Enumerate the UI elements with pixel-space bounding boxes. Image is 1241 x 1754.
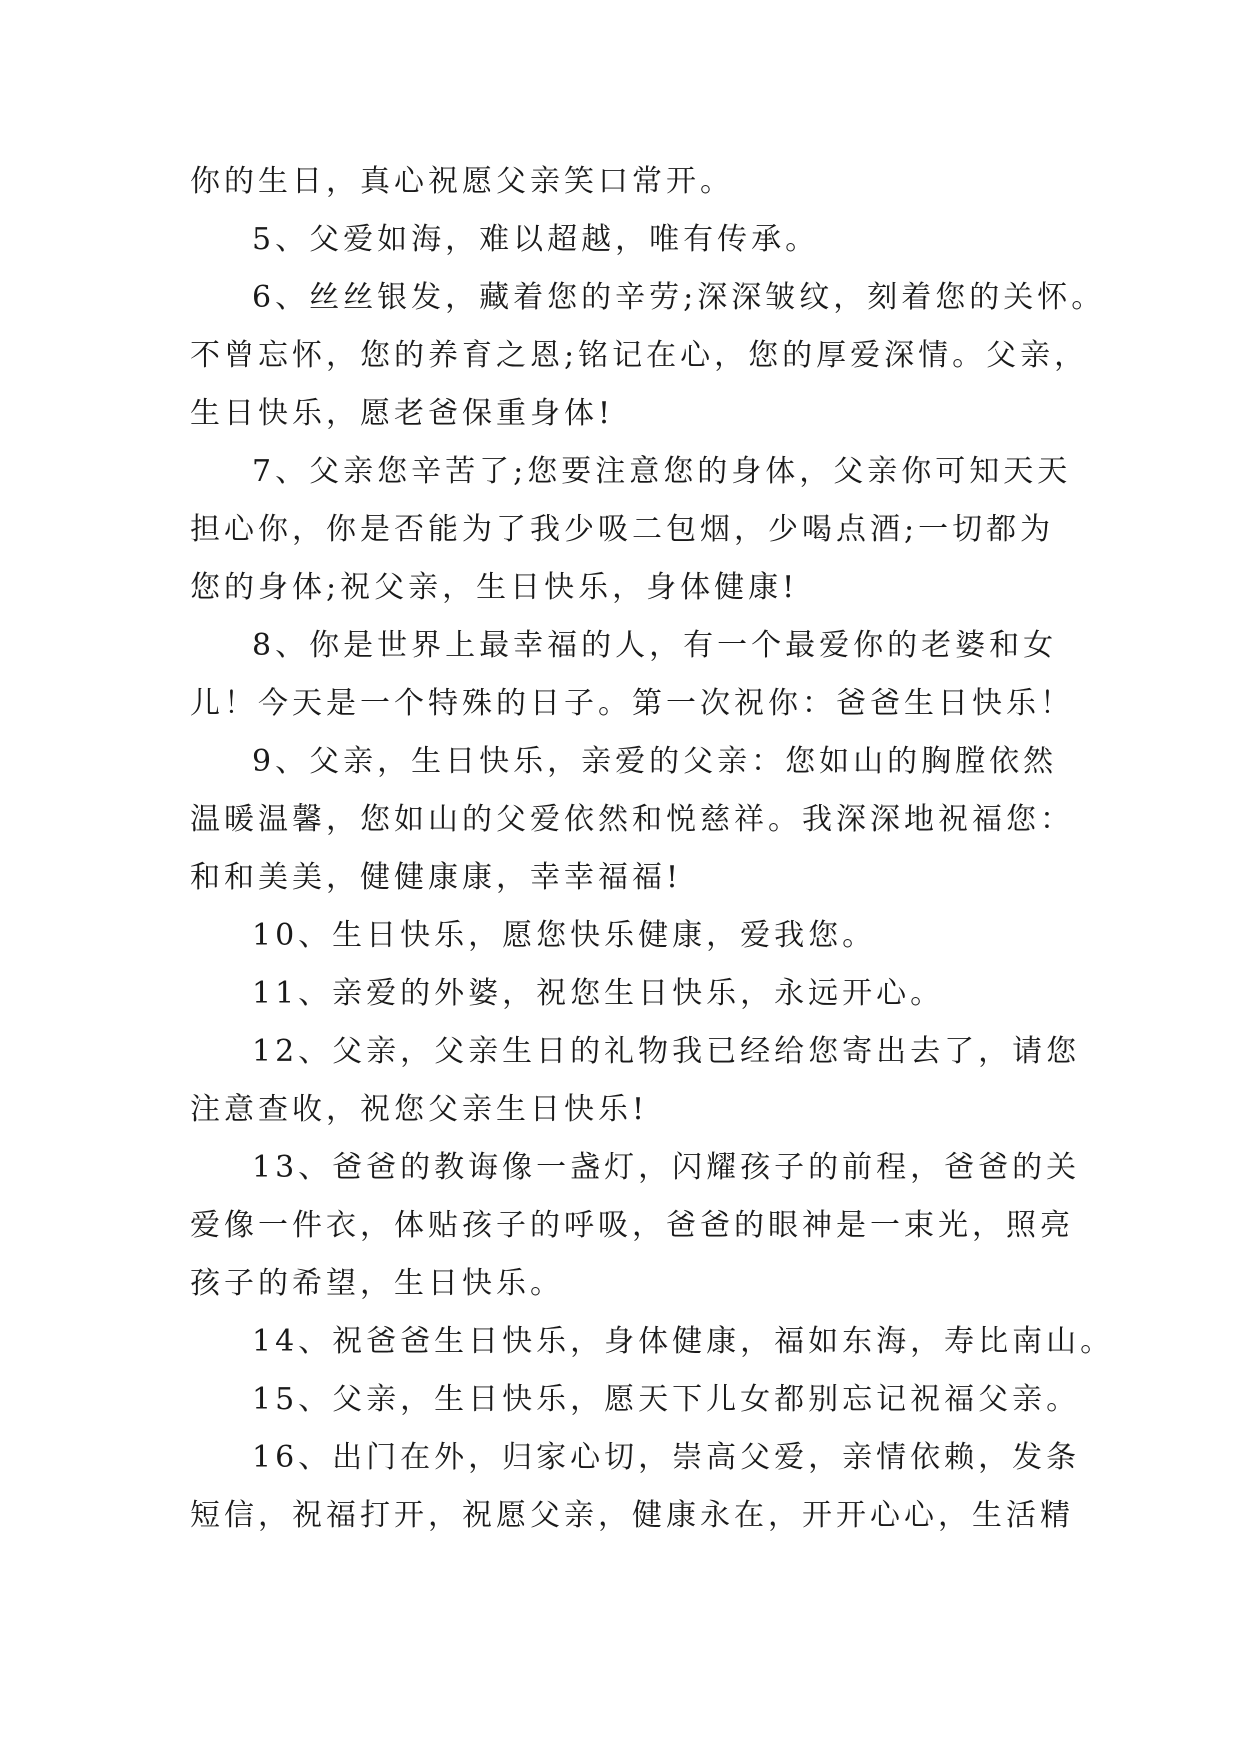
text-line: 10、生日快乐，愿您快乐健康，爱我您。 (252, 918, 877, 953)
text-line: 和和美美，健健康康，幸幸福福! (190, 860, 683, 895)
text-line: 注意查收，祝您父亲生日快乐! (190, 1092, 649, 1127)
text-line: 12、父亲，父亲生日的礼物我已经给您寄出去了，请您 (252, 1034, 1081, 1069)
text-line: 温暖温馨，您如山的父爱依然和悦慈祥。我深深地祝福您： (190, 802, 1074, 837)
text-line: 5、父爱如海，难以超越，唯有传承。 (252, 222, 820, 257)
text-line: 孩子的希望，生日快乐。 (190, 1266, 564, 1301)
document-body (190, 153, 1115, 1545)
text-line: 您的身体;祝父亲，生日快乐，身体健康! (190, 570, 799, 605)
text-line: 13、爸爸的教诲像一盏灯，闪耀孩子的前程，爸爸的关 (252, 1150, 1081, 1185)
text-line: 9、父亲，生日快乐，亲爱的父亲：您如山的胸膛依然 (252, 744, 1058, 779)
text-line: 儿！今天是一个特殊的日子。第一次祝你：爸爸生日快乐！ (190, 686, 1074, 721)
text-line: 不曾忘怀，您的养育之恩;铭记在心，您的厚爱深情。父亲， (190, 338, 1089, 373)
text-line: 生日快乐，愿老爸保重身体! (190, 396, 615, 431)
text-line: 短信，祝福打开，祝愿父亲，健康永在，开开心心，生活精 (190, 1498, 1074, 1533)
text-line: 担心你，你是否能为了我少吸二包烟，少喝点酒;一切都为 (190, 512, 1055, 547)
text-line: 15、父亲，生日快乐，愿天下儿女都别忘记祝福父亲。 (252, 1382, 1081, 1417)
text-line: 16、出门在外，归家心切，崇高父爱，亲情依赖，发条 (252, 1440, 1081, 1475)
text-line: 6、丝丝银发，藏着您的辛劳;深深皱纹，刻着您的关怀。 (252, 280, 1106, 315)
text-line: 14、祝爸爸生日快乐，身体健康，福如东海，寿比南山。 (252, 1324, 1115, 1359)
text-line: 11、亲爱的外婆，祝您生日快乐，永远开心。 (252, 976, 945, 1011)
text-line: 你的生日，真心祝愿父亲笑口常开。 (190, 164, 734, 199)
text-line: 7、父亲您辛苦了;您要注意您的身体，父亲你可知天天 (252, 454, 1072, 489)
text-line: 8、你是世界上最幸福的人，有一个最爱你的老婆和女 (252, 628, 1058, 663)
text-line: 爱像一件衣，体贴孩子的呼吸，爸爸的眼神是一束光，照亮 (190, 1208, 1074, 1243)
